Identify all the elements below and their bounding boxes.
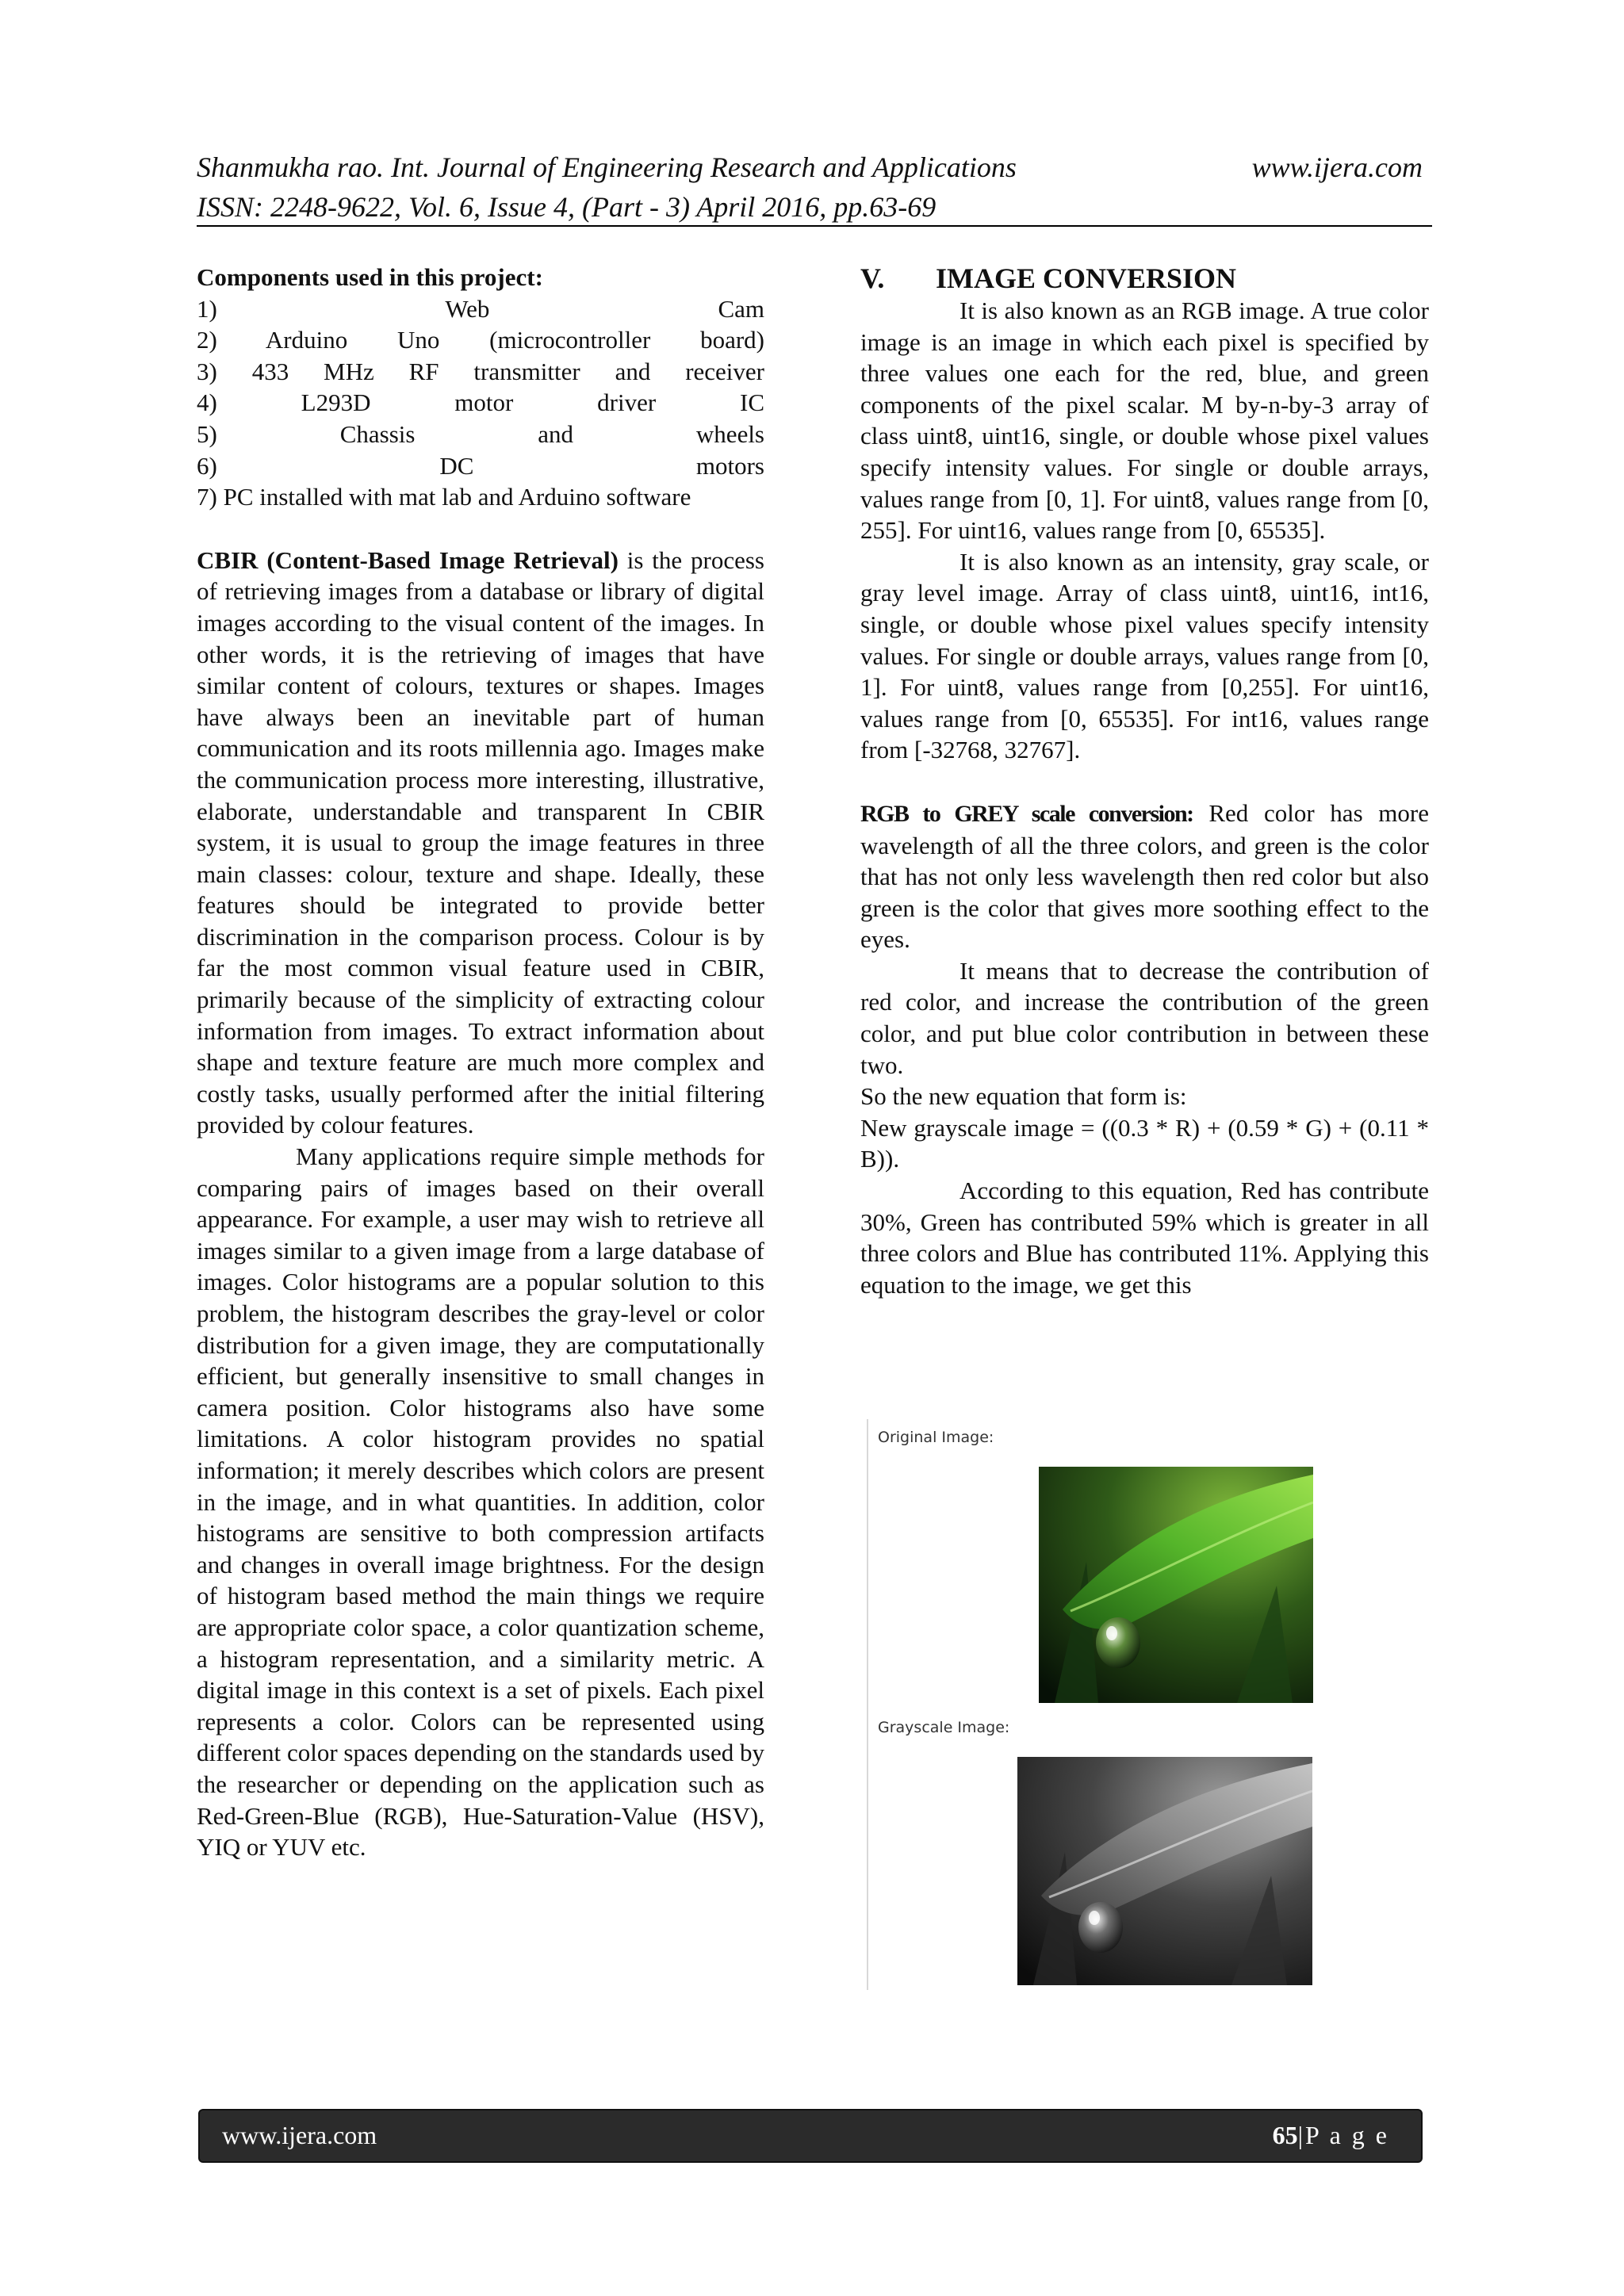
- section-number: V.: [860, 262, 885, 294]
- spacer: [197, 513, 764, 545]
- grayscale-equation: New grayscale image = ((0.3 * R) + (0.59 * G) + (0.11 * B)).: [860, 1113, 1429, 1173]
- component-item: 7) PC installed with mat lab and Arduino software: [197, 483, 691, 511]
- original-image-label: Original Image:: [878, 1429, 994, 1446]
- cbir-term: CBIR (Content-Based Image Retrieval): [197, 545, 619, 574]
- left-column: [197, 262, 764, 1863]
- section-title: IMAGE CONVERSION: [936, 262, 1237, 294]
- spacer: [860, 766, 1429, 798]
- component-item: 2) Arduino Uno (microcontroller board): [197, 326, 764, 354]
- components-title: Components used in this project:: [197, 263, 543, 291]
- right-column: [860, 262, 1429, 1300]
- rgb-grey-text: Red color has more wavelength of all the three colors, and green is the color that has not only less wavelength then red color but also green is the color that gives more soothing effect to the eyes.: [860, 798, 1429, 954]
- component-item: 4) L293D motor driver IC: [197, 388, 764, 417]
- component-item: 3) 433 MHz RF transmitter and receiver: [197, 357, 764, 385]
- intensity-paragraph: It is also known as an intensity, gray scale, or gray level image. Array of class uint8, uint16, int16, single, or double whose pixel values specify intensity values. For single or double arrays, values range from [0, 1]. For uint8, values range from [0,255]. For uint16, values range from [0, 65535]. For int16, values range from [-32768, 32767].: [860, 547, 1429, 764]
- page-label: |P a g e: [1297, 2121, 1389, 2149]
- footer-website: www.ijera.com: [222, 2121, 377, 2149]
- journal-citation: Shanmukha rao. Int. Journal of Engineering Research and Applications: [197, 151, 1017, 183]
- rgb-paragraph: It is also known as an RGB image. A true color image is an image in which each pixel is specified by three values one each for the red, blue, and green components of the pixel scalar. M by-n-by-3 array of class uint8, uint16, single, or double whose pixel values specify intensity values. For single or double arrays, values range from [0, 1]. For uint8, values range from [0, 255]. For uint16, values range from [0, 65535].: [860, 297, 1429, 545]
- page-footer: [198, 2109, 1423, 2163]
- page-header: [197, 151, 1432, 228]
- page-number: [1273, 2121, 1389, 2150]
- grayscale-leaf-image: [1017, 1757, 1312, 1985]
- component-item: 1) Web Cam: [197, 294, 764, 323]
- page-number-value: 65: [1272, 2121, 1298, 2149]
- histogram-paragraph: Many applications require simple methods for comparing pairs of images based on their overall appearance. For example, a user may wish to retrieve all images similar to a given image from a large database of images. Color histograms are a popular solution to this problem, the histogram describes the gray-level or color distribution for a given image, they are computationally efficient, but generally insensitive to small changes in camera position. Color histograms also have some limitations. A color histogram provides no spatial information; it merely describes which colors are present in the image, and in what quantities. In addition, color histograms are sensitive to both compression artifacts and changes in overall image brightness. For the design of histogram based method the main things we require are appropriate color space, a color quantization scheme, a histogram representation, and a similarity metric. A digital image in this context is a set of pixels. Each pixel represents a color. Colors can be represented using different color spaces depending on the standards used by the researcher or depending on the application such as Red-Green-Blue (RGB), Hue-Saturation-Value (HSV), YIQ or YUV etc.: [197, 1142, 764, 1862]
- section-heading: [860, 262, 1429, 295]
- rgb-grey-label: RGB to GREY scale conversion:: [860, 800, 1193, 827]
- contribution-paragraph: It means that to decrease the contribution of red color, and increase the contribution of the green color, and put blue color contribution in between these two.: [860, 956, 1429, 1079]
- component-item: 6) DC motors: [197, 451, 764, 480]
- equation-intro: So the new equation that form is:: [860, 1082, 1187, 1111]
- original-leaf-image: [1039, 1467, 1313, 1703]
- component-item: 5) Chassis and wheels: [197, 419, 764, 448]
- header-website: www.ijera.com: [1251, 151, 1423, 183]
- header-line-1: [197, 151, 1432, 190]
- issn-line: ISSN: 2248-9622, Vol. 6, Issue 4, (Part - 3) April 2016, pp.63-69: [197, 191, 936, 223]
- result-paragraph: According to this equation, Red has contribute 30%, Green has contributed 59% which is greater in all three colors and Blue has contributed 11%. Applying this equation to the image, we get this: [860, 1177, 1429, 1299]
- cbir-paragraph: [197, 545, 764, 1141]
- cbir-text: is the process of retrieving images from a database or library of digital images according to the visual content of the images. In other words, it is the retrieving of images that have similar content of colours, textures or shapes. Images have always been an inevitable part of human communication and its roots millennia ago. Images make the communication process more interesting, illustrative, elaborate, understandable and transparent In CBIR system, it is usual to group the image features in three main classes: colour, texture and shape. Ideally, these features should be integrated to provide better discrimination in the comparison process. Colour is by far the most common visual feature used in CBIR, primarily because of the simplicity of extracting colour information from images. To extract information about shape and texture feature are much more complex and costly tasks, usually performed after the initial filtering provided by colour features.: [197, 545, 764, 1139]
- rgb-grey-paragraph: [860, 798, 1429, 955]
- conversion-figure: [867, 1419, 1201, 1990]
- header-divider: [197, 225, 1432, 227]
- grayscale-image-label: Grayscale Image:: [878, 1719, 1010, 1736]
